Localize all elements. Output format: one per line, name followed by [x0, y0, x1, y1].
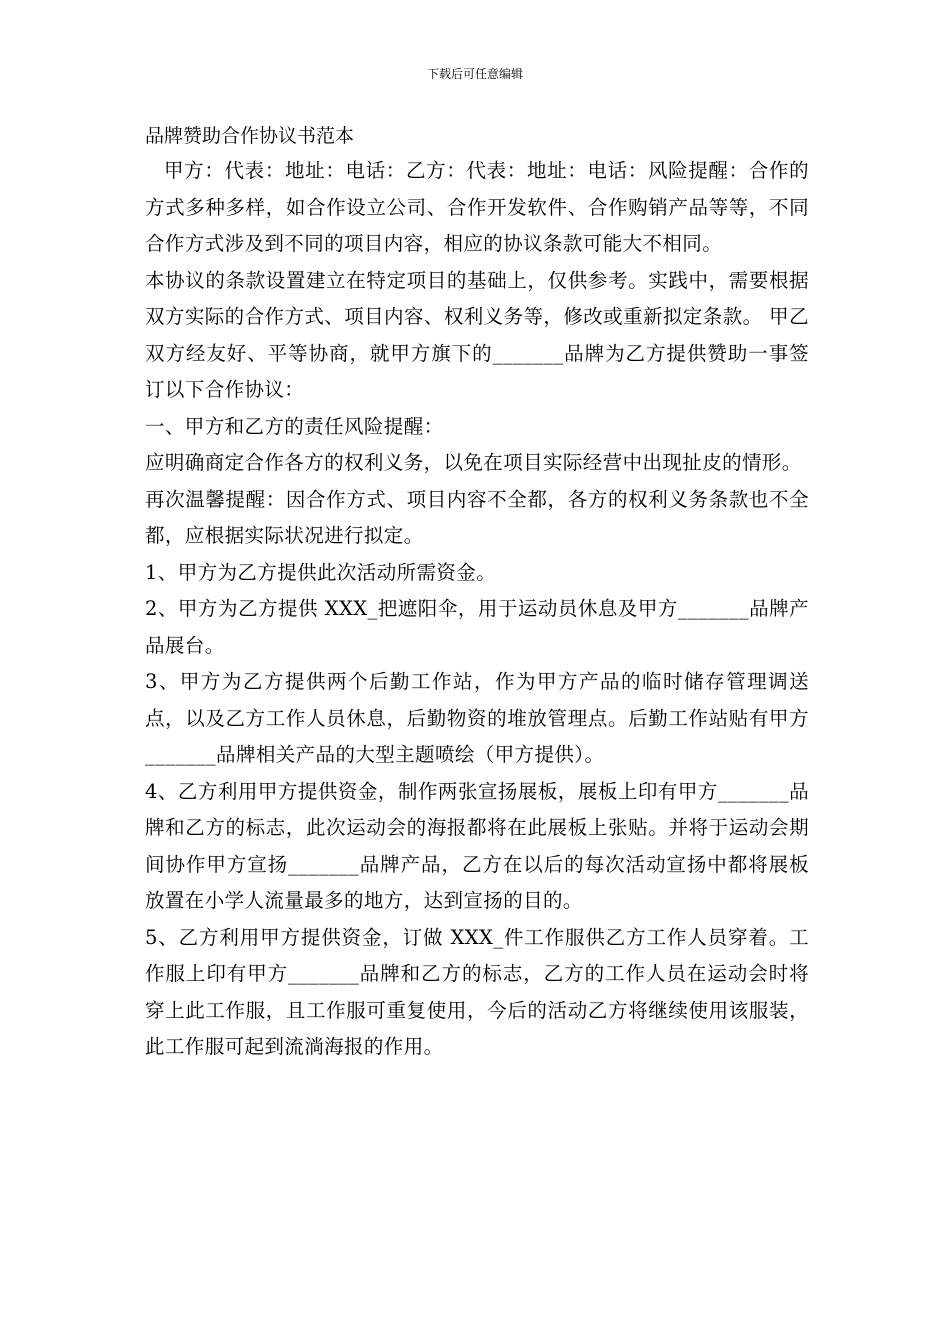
- clause-4: 4、乙方利用甲方提供资金，制作两张宣扬展板，展板上印有甲方_______品牌和乙方的标志，此次运动会的海报都将在此展板上张贴。并将于运动会期间协作甲方宣扬_______品牌产品，乙方在以后的每次活动宣扬中都将展板放置在小学人流量最多的地方，达到宣扬的目的。: [145, 779, 809, 912]
- document-body: [145, 122, 809, 1066]
- paragraph-scope: 本协议的条款设置建立在特定项目的基础上，仅供参考。实践中，需要根据双方实际的合作方式、项目内容、权利义务等，修改或重新拟定条款。 甲乙双方经友好、平等协商，就甲方旗下的_______品牌为乙方提供赞助一事签订以下合作协议：: [145, 268, 809, 401]
- clause-1: 1、甲方为乙方提供此次活动所需资金。: [145, 560, 497, 584]
- clause-5: 5、乙方利用甲方提供资金，订做 XXX_件工作服供乙方工作人员穿着。工作服上印有甲方_______品牌和乙方的标志，乙方的工作人员在运动会时将穿上此工作服，且工作服可重复使用，今后的活动乙方将继续使用该服装，此工作服可起到流淌海报的作用。: [145, 925, 809, 1058]
- page-header: 下载后可任意编辑: [426, 67, 523, 81]
- clause-3: 3、甲方为乙方提供两个后勤工作站，作为甲方产品的临时储存管理调送点，以及乙方工作人员休息，后勤物资的堆放管理点。后勤工作站贴有甲方_______品牌相关产品的大型主题喷绘（甲方提供）。: [145, 670, 809, 766]
- paragraph-second-reminder: 再次温馨提醒：因合作方式、项目内容不全都，各方的权利义务条款也不全都，应根据实际状况进行拟定。: [145, 487, 809, 547]
- paragraph-parties: 甲方：代表：地址：电话：乙方：代表：地址：电话：风险提醒：合作的方式多种多样，如合作设立公司、合作开发软件、合作购销产品等等，不同合作方式涉及到不同的项目内容，相应的协议条款可能大不相同。: [145, 159, 809, 255]
- document-title: 品牌赞助合作协议书范本: [145, 125, 355, 147]
- clause-2: 2、甲方为乙方提供 XXX_把遮阳伞，用于运动员休息及甲方_______品牌产品展台。: [145, 597, 809, 657]
- paragraph-rights-reminder: 应明确商定合作各方的权利义务，以免在项目实际经营中出现扯皮的情形。: [145, 451, 802, 474]
- section-heading-responsibilities: 一、甲方和乙方的责任风险提醒：: [145, 414, 444, 438]
